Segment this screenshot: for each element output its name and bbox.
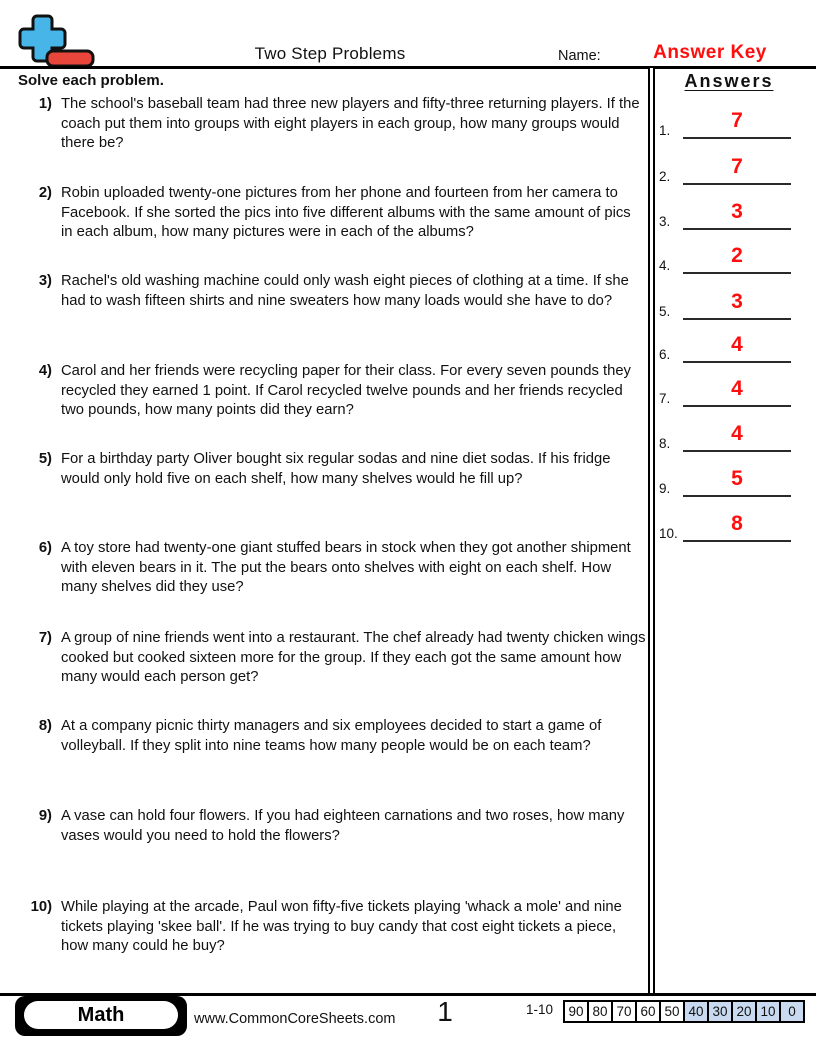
score-cell: 50 [661,1002,685,1021]
question-number: 7) [38,630,52,646]
answer-number: 8. [659,436,671,451]
page-number: 1 [437,996,453,1027]
question-number: 5) [38,451,52,467]
name-value: Answer Key [653,42,767,63]
answer-value: 2 [731,244,743,267]
answer-row [659,373,797,407]
question-number: 9) [38,808,52,824]
answer-blank-line [683,105,791,139]
question-text: Rachel's old washing machine could only wash eight pieces of clothing at a time. If she had to wash fifteen shirts and nine sweaters how many loads would she have to do? [61,273,629,309]
answer-blank-line [683,418,791,452]
answer-blank-line [683,286,791,320]
answer-value: 8 [731,512,743,535]
question-text: While playing at the arcade, Paul won fifty-five tickets playing 'whack a mole' and nine tickets playing 'skee ball'. If he was trying to buy candy that cost eight tickets a piece, how many could he buy? [61,899,622,954]
answer-value: 4 [731,377,743,400]
score-cell: 60 [637,1002,661,1021]
answer-row [659,508,797,542]
question-item [22,807,646,846]
question-number: 1) [38,96,52,112]
question-item [22,272,646,311]
subject-badge [15,996,187,1036]
answer-blank-line [683,329,791,363]
answer-number: 3. [659,214,671,229]
answer-row [659,286,797,320]
score-cell: 20 [733,1002,757,1021]
question-item [22,95,646,154]
answer-blank-line [683,196,791,230]
answer-value: 7 [731,109,743,132]
answer-row [659,151,797,185]
answer-value: 3 [731,290,743,313]
score-cell: 40 [685,1002,709,1021]
answer-blank-line [683,151,791,185]
score-cell: 70 [613,1002,637,1021]
answer-blank-line [683,240,791,274]
question-text: Robin uploaded twenty-one pictures from her phone and fourteen from her camera to Facebook. If she sorted the pics into five different albums with the same amount of pics in each album, how many pictures were in each of the albums? [61,185,631,240]
question-number: 3) [38,273,52,289]
answer-row [659,329,797,363]
score-cell: 30 [709,1002,733,1021]
score-table [563,1000,805,1023]
question-text: Carol and her friends were recycling paper for their class. For every seven pounds they recycled they earned 1 point. If Carol recycled twelve pounds and her friends recycled two pounds, how many points did they earn? [61,363,631,418]
question-text: The school's baseball team had three new players and fifty-three returning players. If the coach put them into groups with eight players in each group, how many groups would there be? [61,96,640,151]
answer-value: 5 [731,467,743,490]
answer-value: 4 [731,422,743,445]
question-number: 6) [38,540,52,556]
answer-row [659,240,797,274]
question-item [22,898,646,957]
answers-column-divider [648,68,655,993]
subject-label: Math [24,1001,178,1029]
answer-number: 10. [659,526,678,541]
score-cell: 10 [757,1002,781,1021]
question-text: For a birthday party Oliver bought six regular sodas and nine diet sodas. If his fridge would only hold five on each shelf, how many shelves would he fill up? [61,451,611,487]
score-cell: 0 [781,1002,803,1021]
answer-number: 6. [659,347,671,362]
instruction-text: Solve each problem. [18,72,164,89]
header-divider [0,66,816,69]
answer-number: 4. [659,258,671,273]
answer-blank-line [683,373,791,407]
question-item [22,184,646,243]
answer-number: 5. [659,304,671,319]
question-item [22,629,646,688]
score-cell: 80 [589,1002,613,1021]
website-url: www.CommonCoreSheets.com [194,1011,396,1027]
question-item [22,539,646,598]
page-title: Two Step Problems [254,44,406,63]
answer-blank-line [683,463,791,497]
answer-number: 2. [659,169,671,184]
question-text: A group of nine friends went into a restaurant. The chef already had twenty chicken wings cooked but cooked sixteen more for the group. If they each got the same amount how many would each person get? [61,630,646,685]
question-item [22,450,646,489]
question-item [22,362,646,421]
answer-value: 3 [731,200,743,223]
question-text: At a company picnic thirty managers and six employees decided to start a game of volleyball. If they split into nine teams how many people would be on each team? [61,718,602,754]
question-item [22,717,646,756]
answer-blank-line [683,508,791,542]
answers-heading: Answers [684,71,774,91]
answer-value: 7 [731,155,743,178]
answer-number: 9. [659,481,671,496]
question-text: A toy store had twenty-one giant stuffed bears in stock when they got another shipment with eleven bears in it. The put the bears onto shelves with eight on each shelf. How many shelves did they use? [61,540,631,595]
answer-row [659,418,797,452]
score-range-label: 1-10 [526,1002,554,1017]
answer-number: 7. [659,391,671,406]
score-cell: 90 [565,1002,589,1021]
name-label: Name: [558,48,601,64]
question-number: 10) [30,899,52,915]
answer-row [659,196,797,230]
answer-number: 1. [659,123,671,138]
question-text: A vase can hold four flowers. If you had eighteen carnations and two roses, how many vases would you need to hold the flowers? [61,808,625,844]
question-number: 4) [38,363,52,379]
question-number: 8) [38,718,52,734]
answer-value: 4 [731,333,743,356]
answer-row [659,463,797,497]
question-number: 2) [38,185,52,201]
answer-row [659,105,797,139]
